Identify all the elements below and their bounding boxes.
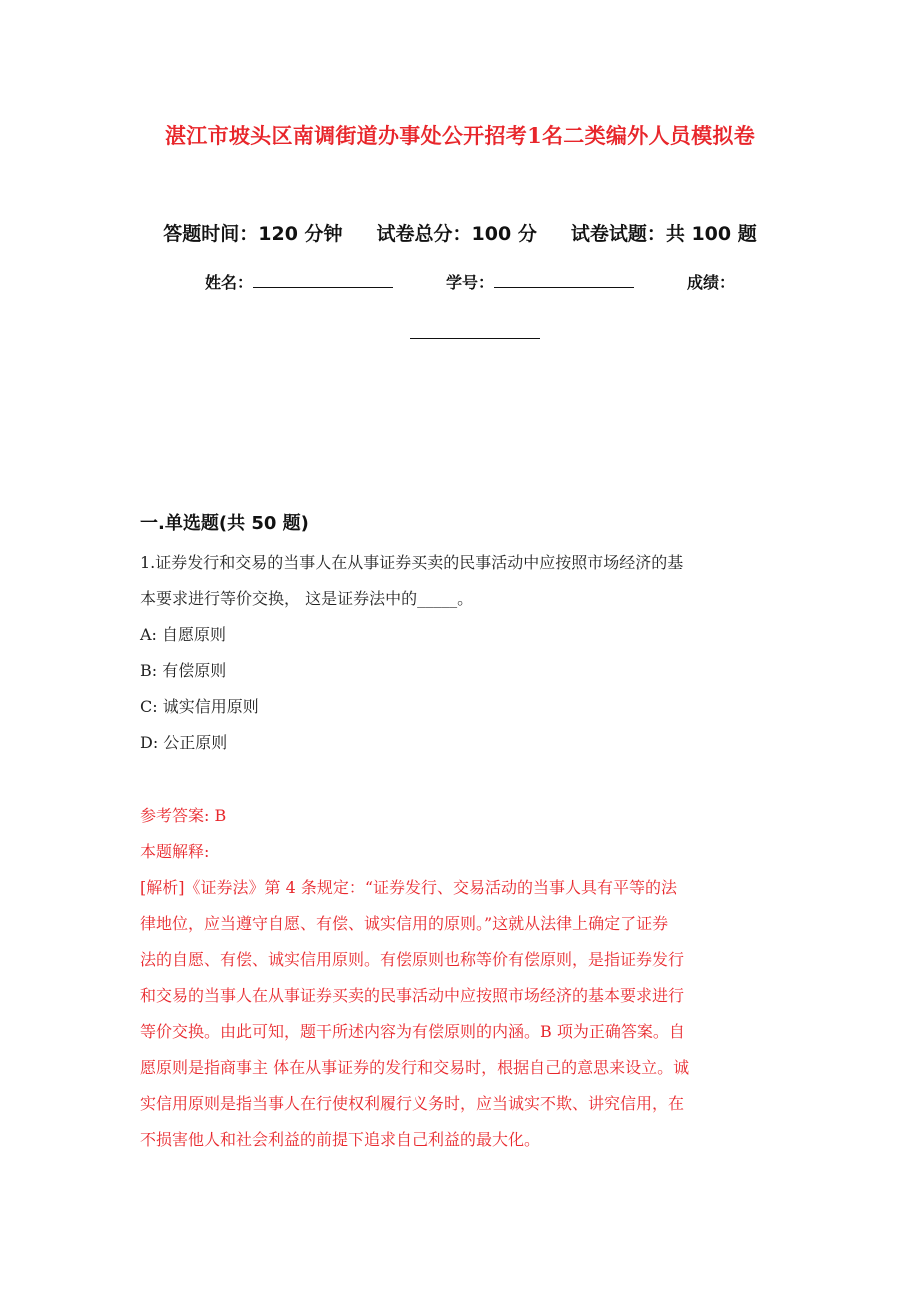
- name-blank[interactable]: [253, 273, 393, 288]
- explanation-label: 本题解释:: [140, 842, 210, 861]
- option-a: A: 自愿原则: [140, 625, 227, 644]
- name-label: 姓名：: [205, 273, 254, 292]
- explanation-line: 和交易的当事人在从事证券买卖的民事活动中应按照市场经济的基本要求进行: [140, 986, 685, 1005]
- name-field[interactable]: [205, 270, 393, 293]
- question-stem-line-2: 本要求进行等价交换， 这是证券法中的_____。: [140, 589, 474, 608]
- question-stem-line-1: 1.证券发行和交易的当事人在从事证券买卖的民事活动中应按照市场经济的基: [140, 553, 684, 572]
- explanation-line: 实信用原则是指当事人在行使权利履行义务时，应当诚实不欺、讲究信用，在: [140, 1094, 685, 1113]
- student-id-field[interactable]: [446, 270, 634, 293]
- student-id-label: 学号：: [446, 273, 495, 292]
- page-title: 湛江市坡头区南调街道办事处公开招考1名二类编外人员模拟卷: [164, 123, 755, 148]
- explanation-line: 等价交换。由此可知，题干所述内容为有偿原则的内涵。B 项为正确答案。自: [140, 1022, 685, 1041]
- exam-question-count: 试卷试题：共 100 题: [570, 223, 757, 245]
- option-c: C: 诚实信用原则: [140, 697, 259, 716]
- score-label: 成绩：: [687, 273, 736, 292]
- option-b: B: 有偿原则: [140, 661, 227, 680]
- score-field: [687, 270, 735, 293]
- section-title: 一.单选题(共 50 题): [140, 513, 309, 534]
- score-blank[interactable]: [410, 324, 540, 339]
- explanation-line: [解析]《证券法》第 4 条规定：“证券发行、交易活动的当事人具有平等的法: [140, 878, 678, 897]
- exam-time: 答题时间：120 分钟: [163, 223, 343, 245]
- exam-total-score: 试卷总分：100 分: [376, 223, 537, 245]
- reference-answer: 参考答案: B: [140, 806, 227, 825]
- explanation-line: 律地位，应当遵守自愿、有偿、诚实信用的原则。”这就从法律上确定了证券: [140, 914, 669, 933]
- option-d: D: 公正原则: [140, 733, 228, 752]
- explanation-line: 不损害他人和社会利益的前提下追求自己利益的最大化。: [140, 1130, 541, 1149]
- explanation-line: 法的自愿、有偿、诚实信用原则。有偿原则也称等价有偿原则，是指证券发行: [140, 950, 685, 969]
- student-id-blank[interactable]: [494, 273, 634, 288]
- exam-info: [0, 219, 920, 246]
- explanation-line: 愿原则是指商事主 体在从事证券的发行和交易时，根据自己的意思来设立。诚: [140, 1058, 690, 1077]
